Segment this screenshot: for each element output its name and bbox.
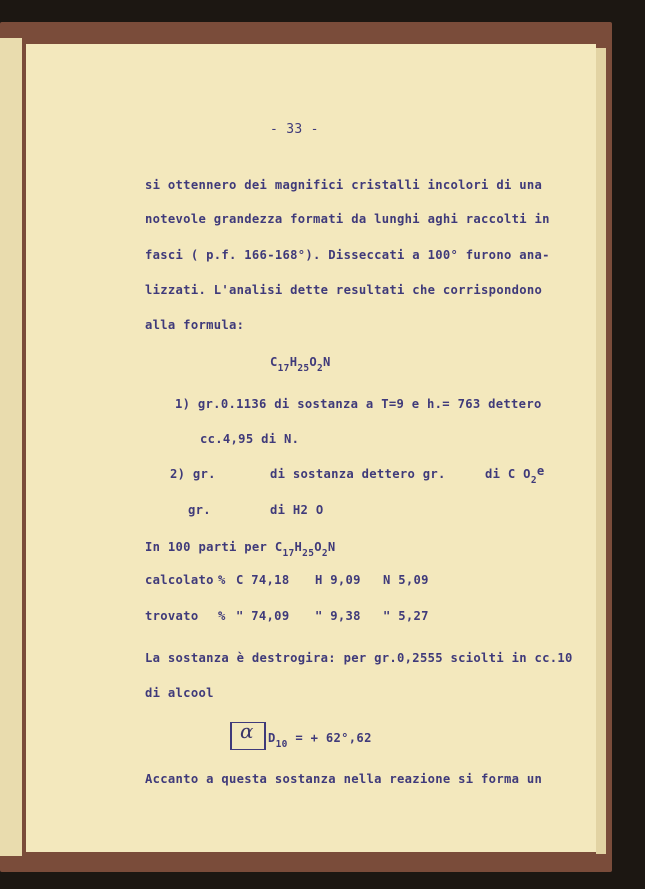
page-stack-edge xyxy=(596,48,606,854)
molecular-formula: $C_{17}H_{25}O_2N$ xyxy=(270,355,331,374)
analysis-2-end: di C $O_2e$ xyxy=(485,464,545,486)
analysis-2-line-2-gr: gr. xyxy=(188,503,211,517)
calculated-n: N 5,09 xyxy=(383,573,429,587)
analysis-1-line-2: cc.4,95 di N. xyxy=(200,432,300,446)
paragraph-line-2: notevole grandezza formati da lunghi aghi raccolti in xyxy=(145,212,550,226)
analysis-2-line-2-rest: di H2 O xyxy=(270,503,324,517)
page-number: - 33 - xyxy=(270,122,319,137)
left-page-edge xyxy=(0,38,22,856)
found-label: trovato xyxy=(145,609,199,623)
analysis-2-number: 2) gr. xyxy=(170,467,216,481)
calculated-h: H 9,09 xyxy=(315,573,361,587)
analysis-2-middle: di sostanza dettero gr. xyxy=(270,467,446,481)
analysis-1-line-1: 1) gr.0.1136 di sostanza a T=9 e h.= 763 dettero xyxy=(175,397,542,411)
alpha-symbol: α xyxy=(240,719,254,743)
found-n: " 5,27 xyxy=(383,609,429,623)
rotation-line-1: La sostanza è destrogira: per gr.0,2555 sciolti in cc.10 xyxy=(145,651,573,665)
rotation-line-2: di alcool xyxy=(145,686,214,700)
last-line: Accanto a questa sostanza nella reazione si forma un xyxy=(145,772,543,786)
found-h: " 9,38 xyxy=(315,609,361,623)
rotation-formula: $D_{10}$ = + 62°,62 xyxy=(268,731,372,750)
calculated-label: calcolato xyxy=(145,573,214,587)
found-c: " 74,09 xyxy=(236,609,290,623)
paragraph-line-1: si ottennero dei magnifici cristalli incolori di una xyxy=(145,178,543,192)
paragraph-line-5: alla formula: xyxy=(145,318,245,332)
found-percent: % xyxy=(218,609,226,623)
paragraph-line-4: lizzati. L'analisi dette resultati che corrispondono xyxy=(145,283,543,297)
calculated-c: C 74,18 xyxy=(236,573,290,587)
percent-header: In 100 parti per $C_{17}H_{25}O_2N$ xyxy=(145,540,336,559)
calculated-percent: % xyxy=(218,573,226,587)
paragraph-line-3: fasci ( p.f. 166-168°). Disseccati a 100° furono ana- xyxy=(145,248,550,262)
